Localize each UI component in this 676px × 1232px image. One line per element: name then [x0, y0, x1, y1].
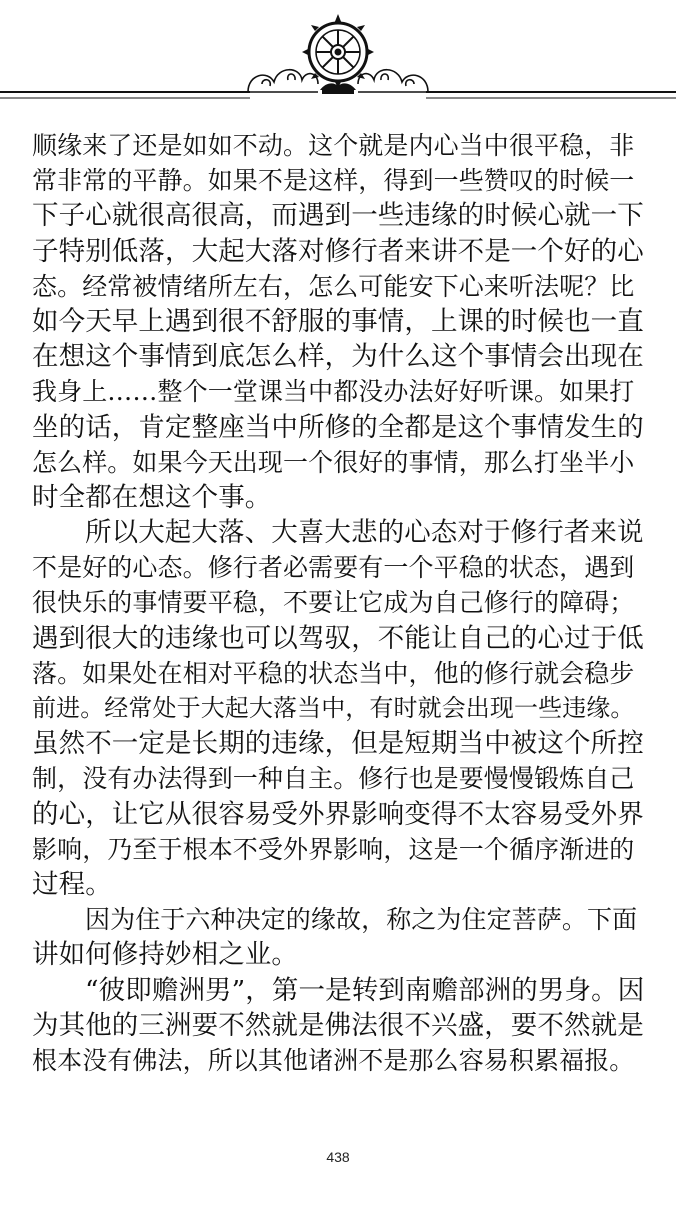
page-number: 438 — [326, 1149, 350, 1165]
text-line: 在想这个事情到底怎么样，为什么这个事情会出现在 — [32, 341, 644, 373]
text-line: 时全都在想这个事。 — [32, 481, 272, 513]
text-line: 下子心就很高很高，而遇到一些违缘的时候心就一下 — [32, 200, 644, 232]
text-line: 很快乐的事情要平稳，不要让它成为自己修行的障碍； — [32, 588, 635, 618]
text-line: 前进。经常处于大起大落当中，有时就会出现一些违缘。 — [32, 694, 635, 722]
text-line: 怎么样。如果今天出现一个很好的事情，那么打坐半小 — [32, 447, 635, 477]
text-line: 所以大起大落、大喜大悲的心态对于修行者来说 — [85, 517, 644, 549]
text-line: 不是好的心态。修行者必需要有一个平稳的状态，遇到 — [32, 553, 635, 583]
text-line: 子特别低落，大起大落对修行者来讲不是一个好的心 — [32, 235, 644, 267]
text-line: 坐的话，肯定整座当中所修的全都是这个事情发生的 — [32, 411, 644, 443]
text-line: 制，没有办法得到一种自主。修行也是要慢慢锻炼自己 — [32, 764, 635, 794]
text-line: 顺缘来了还是如如不动。这个就是内心当中很平稳，非 — [32, 131, 635, 160]
text-line: 态。经常被情绪所左右，怎么可能安下心来听法呢？比 — [32, 271, 635, 301]
cloud-scroll-right-icon — [358, 70, 428, 92]
text-line: 的心，让它从很容易受外界影响变得不太容易受外界 — [32, 798, 644, 830]
text-line: 因为住于六种决定的缘故，称之为住定菩萨。下面 — [85, 905, 638, 935]
text-line: 为其他的三洲要不然就是佛法很不兴盛，要不然就是 — [32, 1009, 644, 1041]
dharma-wheel-ornament — [0, 0, 676, 110]
text-line: 如今天早上遇到很不舒服的事情，上课的时候也一直 — [32, 305, 644, 337]
text-line: 根本没有佛法，所以其他诸洲不是那么容易积累福报。 — [32, 1045, 635, 1075]
text-line: “彼即赡洲男”，第一是转到南赡部洲的男身。因 — [85, 974, 645, 1006]
dharma-wheel-icon — [302, 14, 374, 94]
text-line: 影响，乃至于根本不受外界影响，这是一个循序渐进的 — [32, 834, 635, 864]
text-line: 落。如果处在相对平稳的状态当中，他的修行就会稳步 — [32, 658, 635, 688]
text-line: 常非常的平静。如果不是这样，得到一些赞叹的时候一 — [32, 166, 635, 196]
text-line: 过程。 — [32, 868, 112, 900]
cloud-scroll-left-icon — [248, 70, 318, 92]
text-line: 遇到很大的违缘也可以驾驭，不能让自己的心过于低 — [32, 622, 644, 654]
body-text — [32, 128, 644, 1078]
page-header-ornament — [0, 0, 676, 110]
text-line: 讲如何修持妙相之业。 — [32, 939, 298, 971]
text-line: 虽然不一定是长期的违缘，但是短期当中被这个所控 — [32, 728, 644, 760]
text-line: 我身上……整个一堂课当中都没办法好好听课。如果打 — [32, 377, 635, 407]
